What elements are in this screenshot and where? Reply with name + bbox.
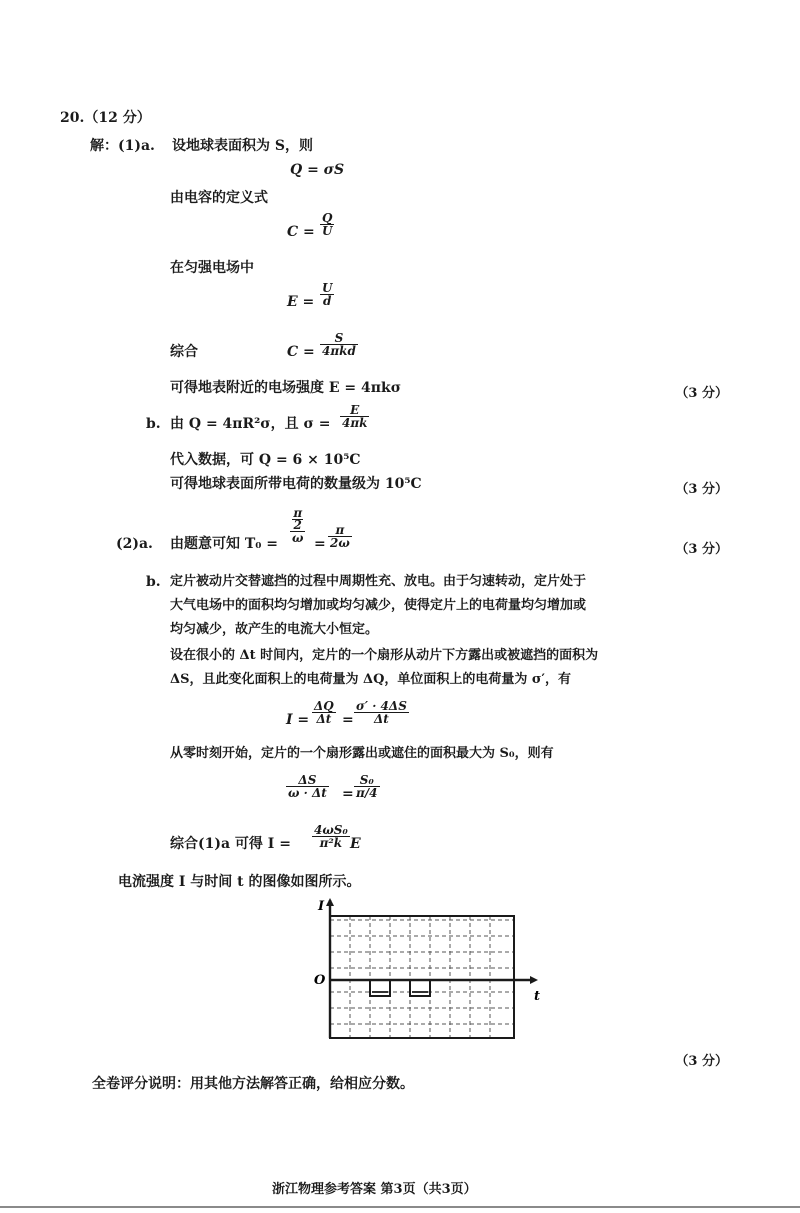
equation-i-left: I = (286, 712, 310, 728)
origin-label: O (314, 973, 326, 988)
fraction-period: π 2 ω (292, 506, 304, 545)
part-2a-label: (2)a. (116, 536, 153, 552)
paragraph-2-line-2: ΔS，且此变化面积上的电荷量为 ΔQ，单位面积上的电荷量为 σ′，有 (170, 672, 571, 687)
score-2b: （3 分） (675, 1054, 728, 1069)
line-surface-area: 设地球表面积为 S，则 (172, 138, 313, 154)
fraction-s-over-4pikd: S 4πkd (322, 331, 356, 358)
line-order-of-magnitude: 可得地球表面所带电荷的数量级为 10⁵C (170, 476, 422, 492)
graph-grid (330, 916, 514, 1038)
fraction-sigma-ds-over-dt: $\frac{\sigma' \cdot 4\Delta S}{\Delta t}$ (356, 699, 407, 726)
fraction-current-result: $\frac{\text{4ωS₀}}{\text{π²k}}$ (314, 823, 348, 850)
fraction-dq-over-dt: $\frac{\Delta Q}{\Delta t}$ (314, 699, 334, 726)
fraction-pi-over-2omega: $\frac{\pi}{2\omega}$ (330, 523, 350, 550)
paragraph-2-line-1: 设在很小的 Δt 时间内，定片的一个扇形从动片下方露出或被遮挡的面积为 (170, 648, 599, 663)
equation-c-left: C = (287, 224, 315, 240)
fraction-ds-over-omega-dt: $\frac{\Delta S}{\omega \cdot \Delta t}$ (288, 773, 327, 800)
equals-sign-2: = (342, 712, 354, 728)
grading-note: 全卷评分说明：用其他方法解答正确，给相应分数。 (92, 1076, 414, 1092)
line-combine-result: 综合(1)a 可得 I = (170, 836, 291, 852)
question-number: 20.（12 分） (60, 110, 151, 126)
x-axis-label: t (534, 989, 541, 1004)
y-axis-arrow (326, 898, 334, 906)
line-uniform-field: 在匀强电场中 (170, 260, 254, 276)
paragraph-1-line-1: 定片被动片交替遮挡的过程中周期性充、放电。由于匀速转动，定片处于 (170, 574, 587, 589)
equals-sign: = (314, 536, 326, 552)
fraction-s0-over-pi4: $\frac{\text{S₀}}{\pi/4}$ (356, 773, 378, 800)
current-time-graph (312, 896, 544, 1046)
score-1a: （3 分） (675, 386, 728, 401)
paragraph-3: 从零时刻开始，定片的一个扇形露出或遮住的面积最大为 S₀，则有 (170, 746, 554, 761)
equation-c2-left: C = (287, 344, 315, 360)
part-b-label: b. (146, 416, 161, 432)
fraction-e-over-4pik: $\frac{E}{4\pi k}$ (342, 403, 368, 430)
line-period: 由题意可知 T₀ = (170, 536, 279, 552)
equals-sign-3: = (342, 786, 354, 802)
graph-caption: 电流强度 I 与时间 t 的图像如图所示。 (118, 874, 361, 890)
page-footer: 浙江物理参考答案 第3页（共3页） (272, 1182, 477, 1197)
current-waveform (370, 980, 430, 996)
line-b-relation: 由 Q = 4πR²σ，且 σ = (170, 416, 331, 432)
line-substitute-data: 代入数据，可 Q = 6 × 10⁵C (170, 452, 361, 468)
graph-border (330, 916, 514, 1038)
bottom-border (0, 1206, 800, 1208)
x-axis-arrow (530, 976, 538, 984)
score-2a: （3 分） (675, 542, 728, 557)
line-field-strength-result: 可得地表附近的电场强度 E = 4πkσ (170, 380, 402, 396)
part-2b-label: b. (146, 574, 161, 590)
score-1b: （3 分） (675, 482, 728, 497)
line-combine: 综合 (170, 344, 198, 360)
solution-label: 解：(1)a. (90, 138, 155, 154)
paragraph-1-line-2: 大气电场中的面积均匀增加或均匀减少，使得定片上的电荷量均匀增加或 (170, 598, 587, 613)
paragraph-1-line-3: 均匀减少，故产生的电流大小恒定。 (170, 622, 379, 637)
equation-e-left: E = (287, 294, 315, 310)
y-axis-label: I (318, 899, 325, 914)
fraction-u-over-d: $\frac{U}{d}$ (322, 281, 333, 308)
fraction-q-over-u: $\frac{Q}{U}$ (322, 211, 333, 238)
line-capacitance-def: 由电容的定义式 (170, 190, 268, 206)
equation-q-sigma-s: Q = σS (290, 162, 345, 178)
field-symbol-e: E (350, 836, 361, 852)
